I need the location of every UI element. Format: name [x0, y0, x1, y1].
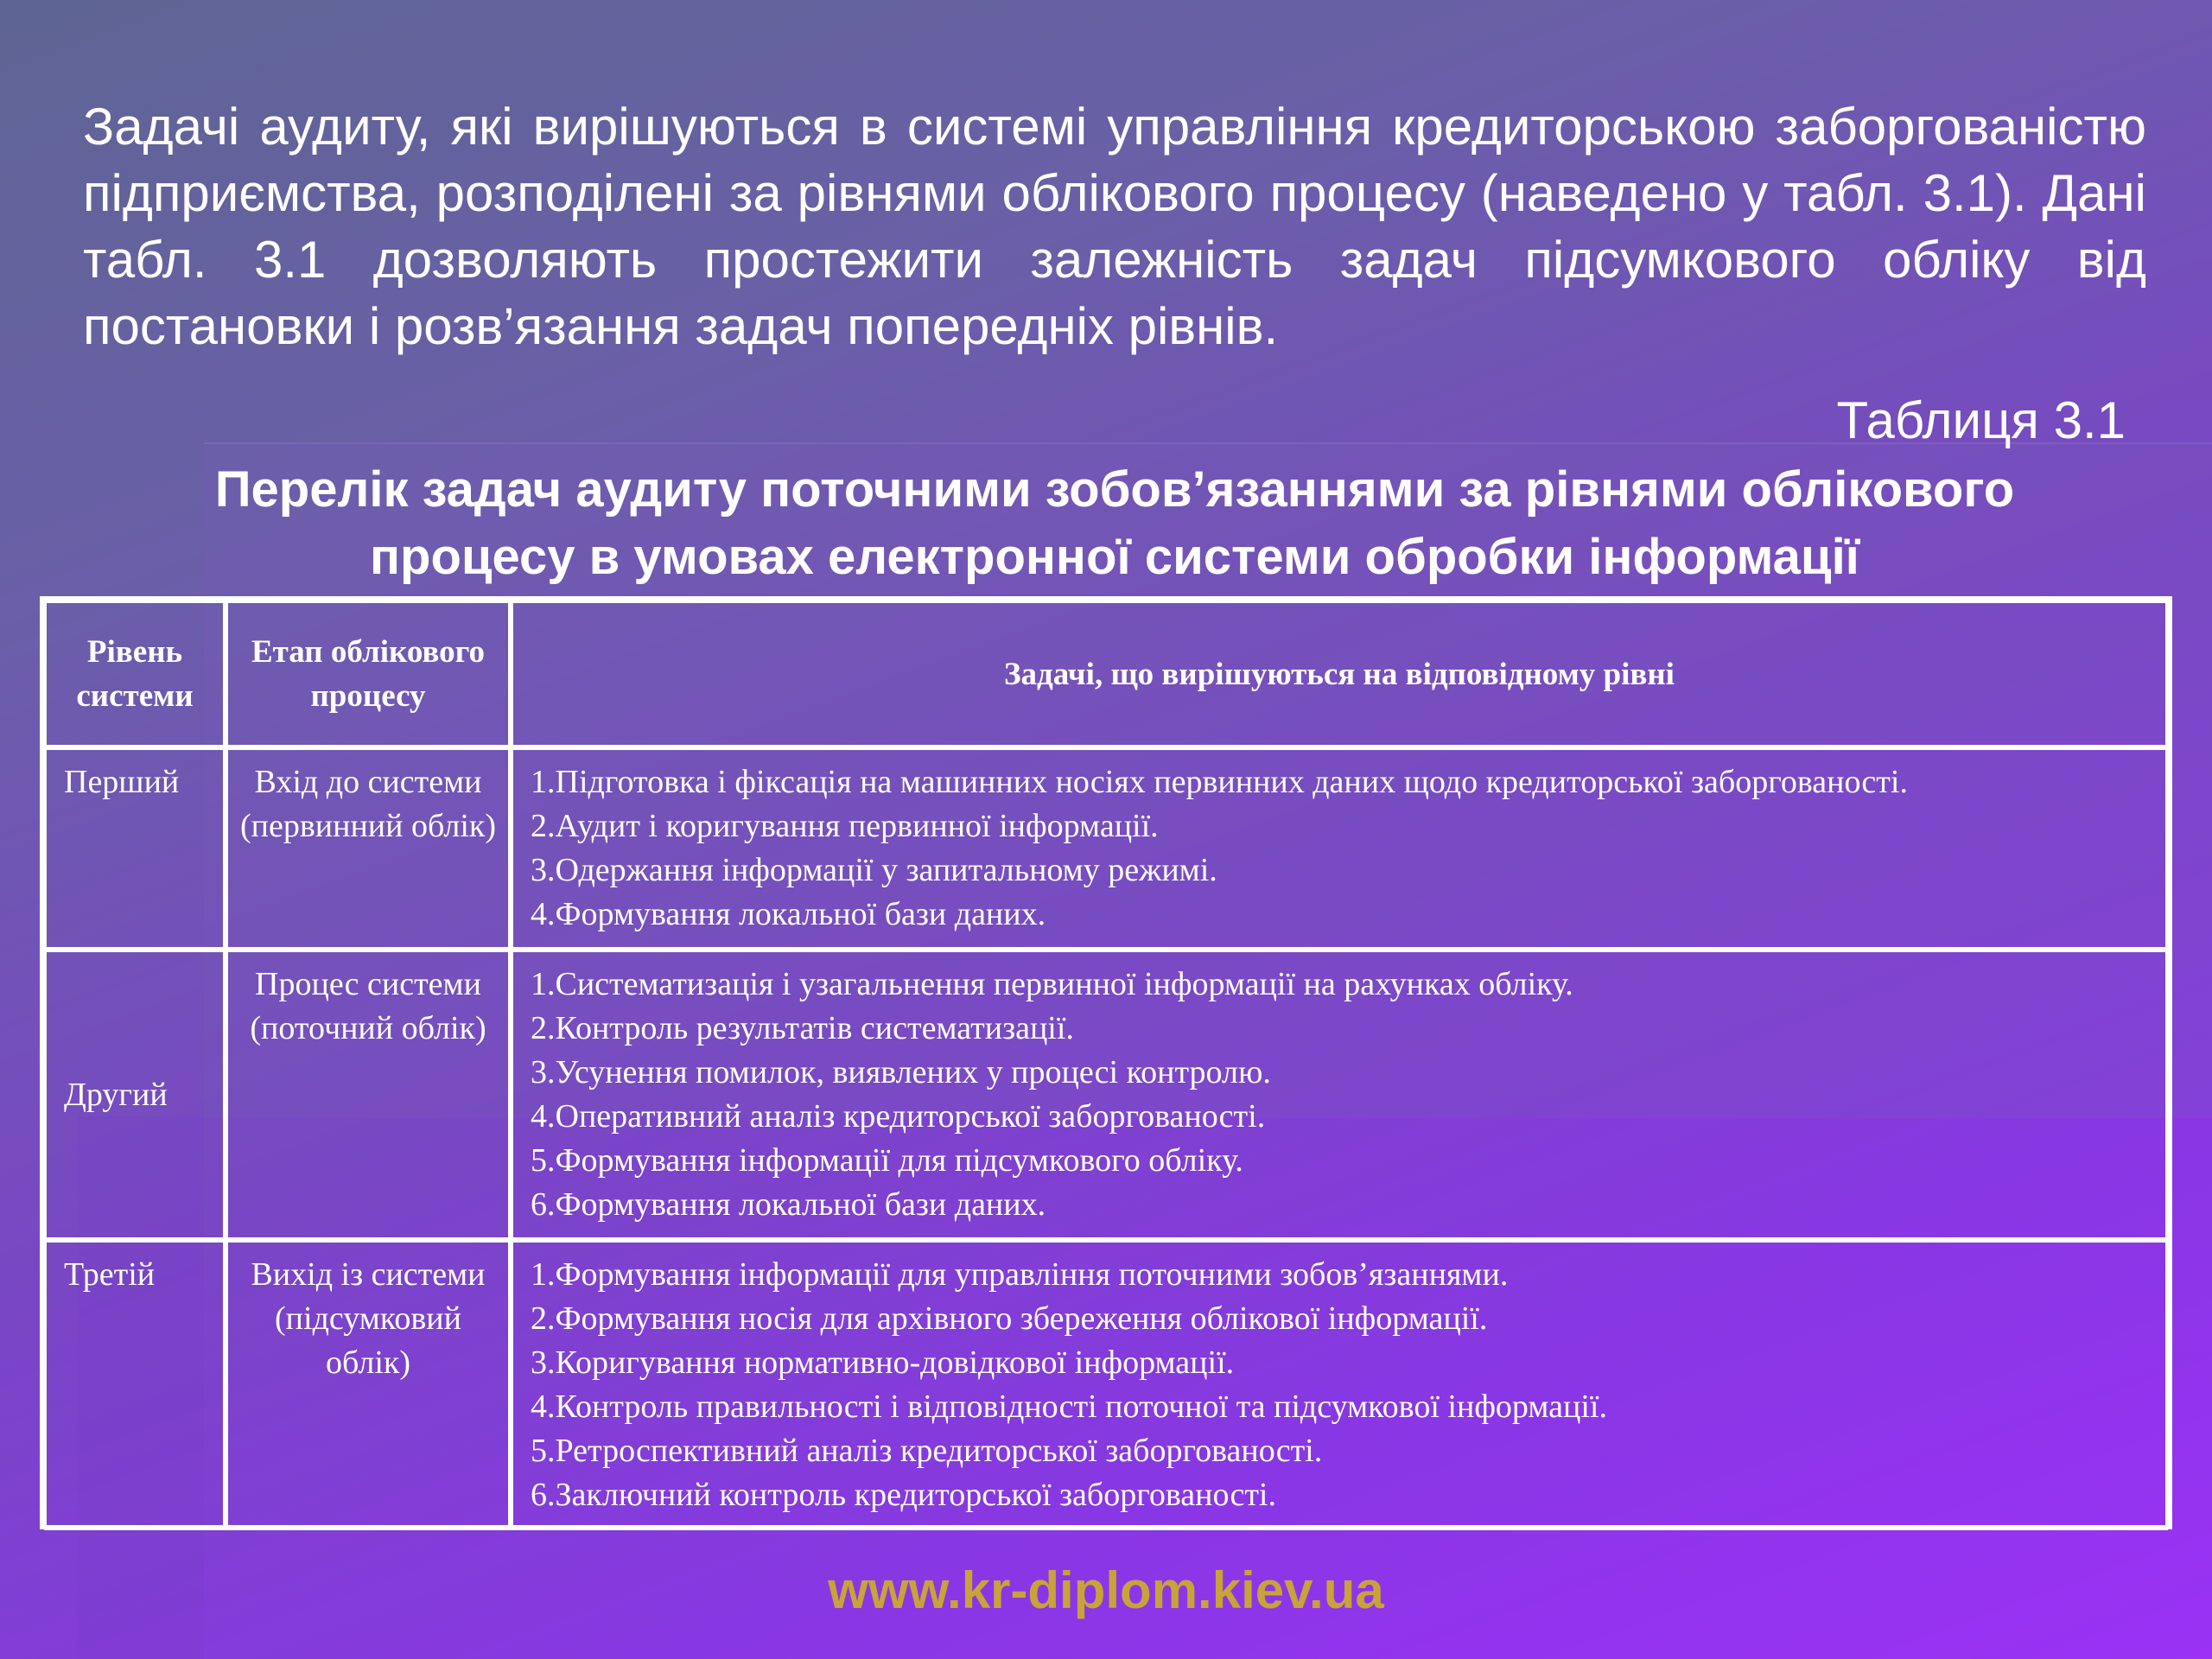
- row-stage: Вихід із системи (підсумковий облік): [226, 1240, 511, 1530]
- row-level: Другий: [44, 950, 226, 1240]
- header-stage: Етап облікового процесу: [226, 601, 511, 747]
- task-item: 2.Формування носія для архівного збереження облікової інформації.: [531, 1300, 1488, 1337]
- footer-website-link[interactable]: www.kr-diplom.kiev.ua: [828, 1561, 1384, 1619]
- task-item: 1.Формування інформації для управління поточними зобов’язаннями.: [531, 1256, 1509, 1293]
- task-item: 1.Систематизація і узагальнення первинної інформації на рахунках обліку.: [531, 966, 1573, 1002]
- table-row: [44, 747, 2168, 950]
- row-tasks: [511, 950, 2168, 1240]
- row-stage: Вхід до системи (первинний облік): [226, 747, 511, 950]
- task-item: 1.Підготовка і фіксація на машинних носіях первинних даних щодо кредиторської заборгованості.: [531, 764, 1908, 800]
- row-tasks: [511, 1240, 2168, 1530]
- header-tasks: Задачі, що вирішуються на відповідному рівні: [511, 601, 2168, 747]
- table-number-label: Таблиця 3.1: [1836, 391, 2126, 449]
- table-title: Перелік задач аудиту поточними зобов’язаннями за рівнями облікового процесу в умовах електронної системи обробки інформації: [214, 461, 2015, 585]
- table-row: [44, 1240, 2168, 1530]
- header-level: Рівень системи: [44, 601, 226, 747]
- row-tasks: [511, 747, 2168, 950]
- task-item: 4.Формування локальної бази даних.: [531, 896, 1046, 932]
- task-item: 6.Формування локальної бази даних.: [531, 1186, 1046, 1223]
- table-row: [44, 950, 2168, 1240]
- task-item: 5.Ретроспективний аналіз кредиторської заборгованості.: [531, 1433, 1323, 1469]
- task-item: 4.Контроль правильності і відповідності поточної та підсумкової інформації.: [531, 1389, 1607, 1425]
- row-level: Перший: [44, 747, 226, 950]
- audit-tasks-table: [40, 596, 2172, 1529]
- task-item: 2.Аудит і коригування первинної інформації.: [531, 808, 1159, 844]
- task-item: 4.Оперативний аналіз кредиторської заборгованості.: [531, 1098, 1266, 1135]
- row-level: Третій: [44, 1240, 226, 1530]
- table-header-row: [44, 601, 2168, 747]
- task-item: 3.Одержання інформації у запитальному режимі.: [531, 852, 1217, 888]
- task-item: 2.Контроль результатів систематизації.: [531, 1010, 1074, 1046]
- task-item: 3.Усунення помилок, виявлених у процесі контролю.: [531, 1054, 1271, 1090]
- task-item: 6.Заключний контроль кредиторської заборгованості.: [531, 1477, 1276, 1513]
- row-stage: Процес системи (поточний облік): [226, 950, 511, 1240]
- intro-paragraph: Задачі аудиту, які вирішуються в системі управління кредиторською заборгованістю підприємства, розподілені за рівнями облікового процесу (наведено у табл. 3.1). Дані табл. 3.1 дозволяють простежити залежність задач підсумкового обліку від постановки і розв’язання задач попередніх рівнів.: [83, 98, 2146, 355]
- task-item: 5.Формування інформації для підсумкового обліку.: [531, 1142, 1243, 1179]
- task-item: 3.Коригування нормативно-довідкової інформації.: [531, 1344, 1235, 1381]
